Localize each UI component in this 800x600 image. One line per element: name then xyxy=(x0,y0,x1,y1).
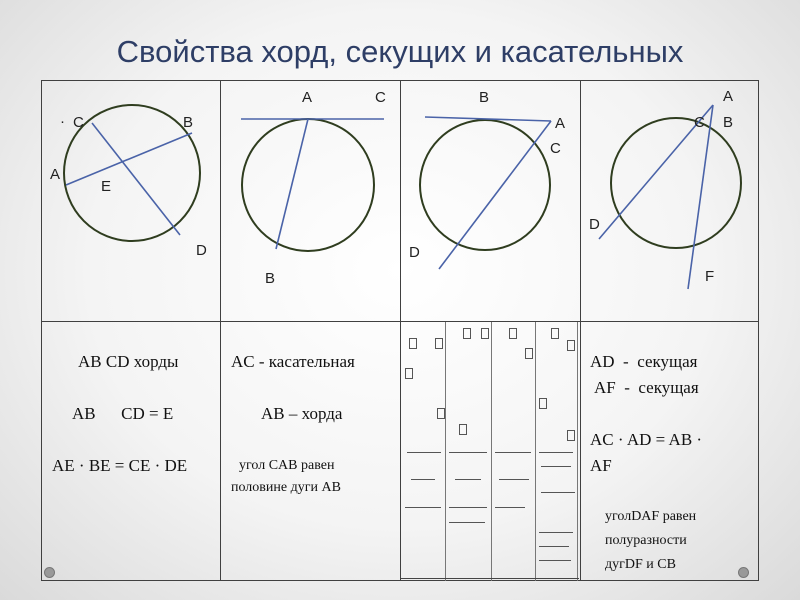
slide-title: Свойства хорд, секущих и касательных xyxy=(116,34,684,69)
garbled-glyph xyxy=(567,340,575,351)
label-d: D xyxy=(196,242,207,259)
garbled-text-row xyxy=(495,507,525,508)
property-line: AE · BE = CE · DE xyxy=(52,456,188,475)
corner-dot xyxy=(44,567,55,578)
property-line: AC · AD = AB · xyxy=(590,430,703,449)
label-b: B xyxy=(265,270,276,287)
panel-1-diagram xyxy=(42,81,220,321)
garbled-text-row xyxy=(539,452,573,453)
garbled-text-row xyxy=(539,532,573,533)
label-d: D xyxy=(589,216,600,233)
corner-dot xyxy=(738,567,749,578)
label-a: A xyxy=(50,166,61,183)
label-a: A xyxy=(723,88,734,105)
point-dot: · xyxy=(60,113,65,130)
label-e: E xyxy=(101,178,112,195)
garbled-glyph xyxy=(481,328,489,339)
garbled-text-row xyxy=(541,466,571,467)
property-line: уголDAF равен xyxy=(605,509,697,524)
label-c: C xyxy=(73,114,84,131)
garbled-glyph xyxy=(567,430,575,441)
garbled-text-row xyxy=(449,522,485,523)
property-line: полуразности xyxy=(605,533,687,548)
label-c: C xyxy=(550,140,561,157)
garbled-glyph xyxy=(525,348,533,359)
property-line: половине дуги AB xyxy=(231,480,341,495)
property-line: AC - касательная xyxy=(231,352,355,371)
garbled-glyph xyxy=(551,328,559,339)
circle xyxy=(611,118,741,248)
chord-ab xyxy=(66,133,192,185)
secant-ad xyxy=(439,121,551,269)
garbled-text-row xyxy=(495,452,531,453)
garbled-text-row xyxy=(539,560,571,561)
garbled-glyph xyxy=(405,368,413,379)
panel-3-diagram xyxy=(401,81,579,321)
garbled-text-row xyxy=(411,479,435,480)
label-c: C xyxy=(694,114,705,131)
circle xyxy=(420,120,550,250)
property-line: AD - секущая xyxy=(590,352,698,371)
property-line: дугDF и CB xyxy=(605,557,676,572)
property-line: AB CD хорды xyxy=(78,352,179,371)
label-b: B xyxy=(723,114,734,131)
panel-2-diagram xyxy=(221,81,399,321)
garbled-text-row xyxy=(449,452,487,453)
label-f: F xyxy=(705,268,715,285)
garbled-text-row xyxy=(407,452,441,453)
property-line: угол CAB равен xyxy=(239,458,335,473)
circle xyxy=(242,119,374,251)
tangent-chord-diagram xyxy=(221,81,399,321)
garbled-column-rule xyxy=(577,322,578,581)
tangent-secant-diagram xyxy=(401,81,579,321)
panel-2-text xyxy=(221,322,399,581)
panel-4-text xyxy=(581,322,759,581)
garbled-column-rule xyxy=(491,322,492,581)
garbled-column-rule xyxy=(445,322,446,581)
label-b: B xyxy=(479,89,490,106)
label-d: D xyxy=(409,244,420,261)
secant-af xyxy=(688,105,713,289)
chord-ab xyxy=(276,119,308,249)
garbled-glyph xyxy=(435,338,443,349)
garbled-glyph xyxy=(409,338,417,349)
garbled-glyph xyxy=(509,328,517,339)
garbled-column-rule xyxy=(535,322,536,581)
intersecting-chords-diagram xyxy=(42,81,220,321)
property-line: AF - секущая xyxy=(594,378,699,397)
garbled-text-row xyxy=(449,507,487,508)
panel-1-text xyxy=(42,322,220,581)
garbled-text-row xyxy=(539,546,569,547)
properties-table xyxy=(41,80,759,581)
garbled-text-row xyxy=(405,507,441,508)
property-line: AB CD = E xyxy=(72,404,174,423)
garbled-text-row xyxy=(499,479,529,480)
label-a: A xyxy=(555,115,566,132)
label-b: B xyxy=(183,114,194,131)
garbled-glyph xyxy=(459,424,467,435)
garbled-text-row xyxy=(455,479,481,480)
garbled-glyph xyxy=(463,328,471,339)
property-line: AB – хорда xyxy=(261,404,343,423)
garbled-text-row xyxy=(541,492,575,493)
panel-4-diagram xyxy=(581,81,759,321)
garbled-bottom-rule xyxy=(401,578,579,579)
label-c: C xyxy=(375,89,386,106)
label-a: A xyxy=(302,89,313,106)
property-line: AF xyxy=(590,456,612,475)
garbled-glyph xyxy=(437,408,445,419)
garbled-glyph xyxy=(539,398,547,409)
panel-3-garbled-text xyxy=(401,322,579,581)
